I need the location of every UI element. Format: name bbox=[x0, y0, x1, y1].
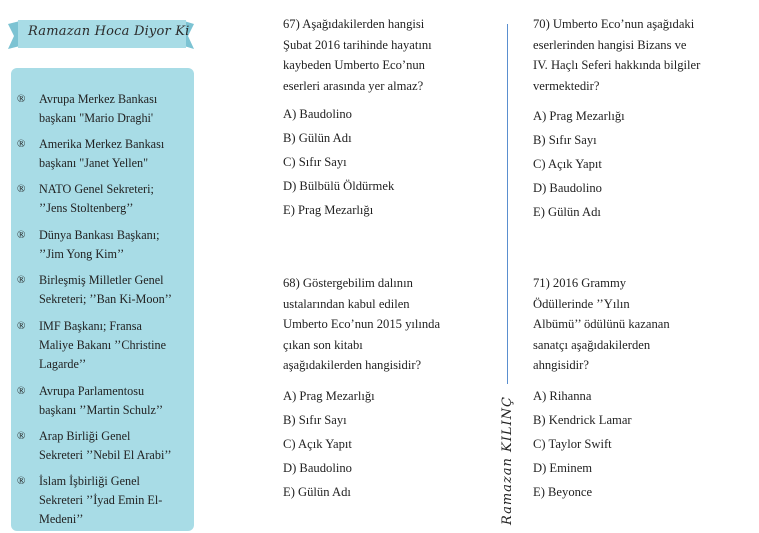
column-divider bbox=[507, 24, 508, 384]
question-line: Ödüllerinde ’’Yılın bbox=[533, 296, 630, 311]
info-item-text: Dünya Bankası Başkanı; ’’Jim Yong Kim’’ bbox=[39, 228, 160, 261]
info-item-text: İslam İşbirliği Genel Sekreteri ’’İyad Emin El- Medeni’’ bbox=[39, 474, 163, 526]
answer-option: E) Prag Mezarlığı bbox=[283, 203, 374, 217]
option-list bbox=[283, 384, 493, 504]
info-item-text: Amerika Merkez Bankası başkanı "Janet Yellen" bbox=[39, 137, 165, 170]
question-line: ustalarından kabul edilen bbox=[283, 296, 410, 311]
answer-option: D) Baudolino bbox=[283, 460, 352, 475]
bullet-icon: ® bbox=[17, 385, 26, 397]
question-line: çıkan son kitabı bbox=[283, 337, 363, 352]
answer-option: E) Gülün Adı bbox=[283, 484, 351, 499]
question-line: 67) Aşağıdakilerden hangisi bbox=[283, 17, 425, 31]
question-line: kaybeden Umberto Eco’nun bbox=[283, 58, 425, 72]
answer-option: C) Taylor Swift bbox=[533, 436, 612, 451]
option-list bbox=[533, 104, 748, 224]
answer-option: A) Prag Mezarlığı bbox=[283, 388, 375, 403]
question-text bbox=[533, 273, 748, 376]
answer-option: B) Sıfır Sayı bbox=[283, 412, 347, 427]
question-line: Umberto Eco’nun 2015 yılında bbox=[283, 317, 441, 331]
answer-option: D) Eminem bbox=[533, 460, 593, 475]
bullet-icon: ® bbox=[17, 93, 26, 105]
question-line: 71) 2016 Grammy bbox=[533, 276, 627, 290]
answer-option: C) Açık Yapıt bbox=[533, 157, 602, 171]
question-line: 70) Umberto Eco’nun aşağıdaki bbox=[533, 17, 695, 31]
bullet-icon: ® bbox=[17, 475, 26, 487]
answer-option: A) Rihanna bbox=[533, 388, 592, 403]
banner bbox=[8, 18, 194, 58]
question-text bbox=[283, 273, 493, 376]
signature: Ramazan KILINÇ bbox=[500, 396, 515, 525]
info-item-text: NATO Genel Sekreteri; ’’Jens Stoltenberg’’ bbox=[39, 182, 154, 215]
answer-option: B) Gülün Adı bbox=[283, 131, 352, 145]
answer-option: E) Gülün Adı bbox=[533, 205, 601, 219]
question-line: sanatçı aşağıdakilerden bbox=[533, 337, 651, 352]
banner-title: Ramazan Hoca Diyor Ki bbox=[28, 24, 190, 39]
bullet-icon: ® bbox=[17, 320, 26, 332]
question-68 bbox=[283, 273, 493, 504]
question-line: eserlerinden hangisi Bizans ve bbox=[533, 37, 687, 52]
option-list bbox=[283, 102, 493, 222]
answer-option: A) Baudolino bbox=[283, 107, 352, 121]
question-70 bbox=[533, 14, 748, 224]
question-text bbox=[283, 14, 493, 96]
info-item-text: IMF Başkanı; Fransa Maliye Bakanı ’’Christine Lagarde’’ bbox=[39, 319, 167, 371]
info-panel bbox=[11, 68, 194, 531]
answer-option: C) Açık Yapıt bbox=[283, 436, 352, 451]
question-line: IV. Haçlı Seferi hakkında bilgiler bbox=[533, 58, 701, 72]
question-line: Şubat 2016 tarihinde hayatını bbox=[283, 37, 432, 52]
bullet-icon: ® bbox=[17, 229, 26, 241]
answer-option: B) Kendrick Lamar bbox=[533, 412, 632, 427]
option-list bbox=[533, 384, 748, 504]
info-item-text: Birleşmiş Milletler Genel Sekreteri; ’’Ban Ki-Moon’’ bbox=[39, 273, 172, 306]
question-line: eserleri arasında yer almaz? bbox=[283, 78, 424, 93]
question-line: aşağıdakilerden hangisidir? bbox=[283, 358, 422, 372]
question-line: ahngisidir? bbox=[533, 358, 589, 372]
question-line: 68) Göstergebilim dalının bbox=[283, 276, 413, 290]
question-71 bbox=[533, 273, 748, 504]
answer-option: E) Beyonce bbox=[533, 484, 593, 499]
answer-option: C) Sıfır Sayı bbox=[283, 155, 347, 169]
question-text bbox=[533, 14, 748, 96]
answer-option: A) Prag Mezarlığı bbox=[533, 109, 625, 123]
bullet-icon: ® bbox=[17, 430, 26, 442]
bullet-icon: ® bbox=[17, 183, 26, 195]
bullet-icon: ® bbox=[17, 274, 26, 286]
bullet-icon: ® bbox=[17, 138, 26, 150]
question-67 bbox=[283, 14, 493, 222]
info-item-text: Avrupa Parlamentosu başkanı ’’Martin Schulz’’ bbox=[39, 384, 164, 417]
question-line: Albümü’’ ödülünü kazanan bbox=[533, 317, 670, 331]
answer-option: B) Sıfır Sayı bbox=[533, 133, 597, 147]
answer-option: D) Bülbülü Öldürmek bbox=[283, 179, 395, 193]
question-line: vermektedir? bbox=[533, 78, 600, 93]
info-item-text: Avrupa Merkez Bankası başkanı "Mario Draghi' bbox=[39, 92, 158, 125]
answer-option: D) Baudolino bbox=[533, 181, 602, 195]
info-item-text: Arap Birliği Genel Sekreteri ’’Nebil El Arabi’’ bbox=[39, 429, 172, 462]
